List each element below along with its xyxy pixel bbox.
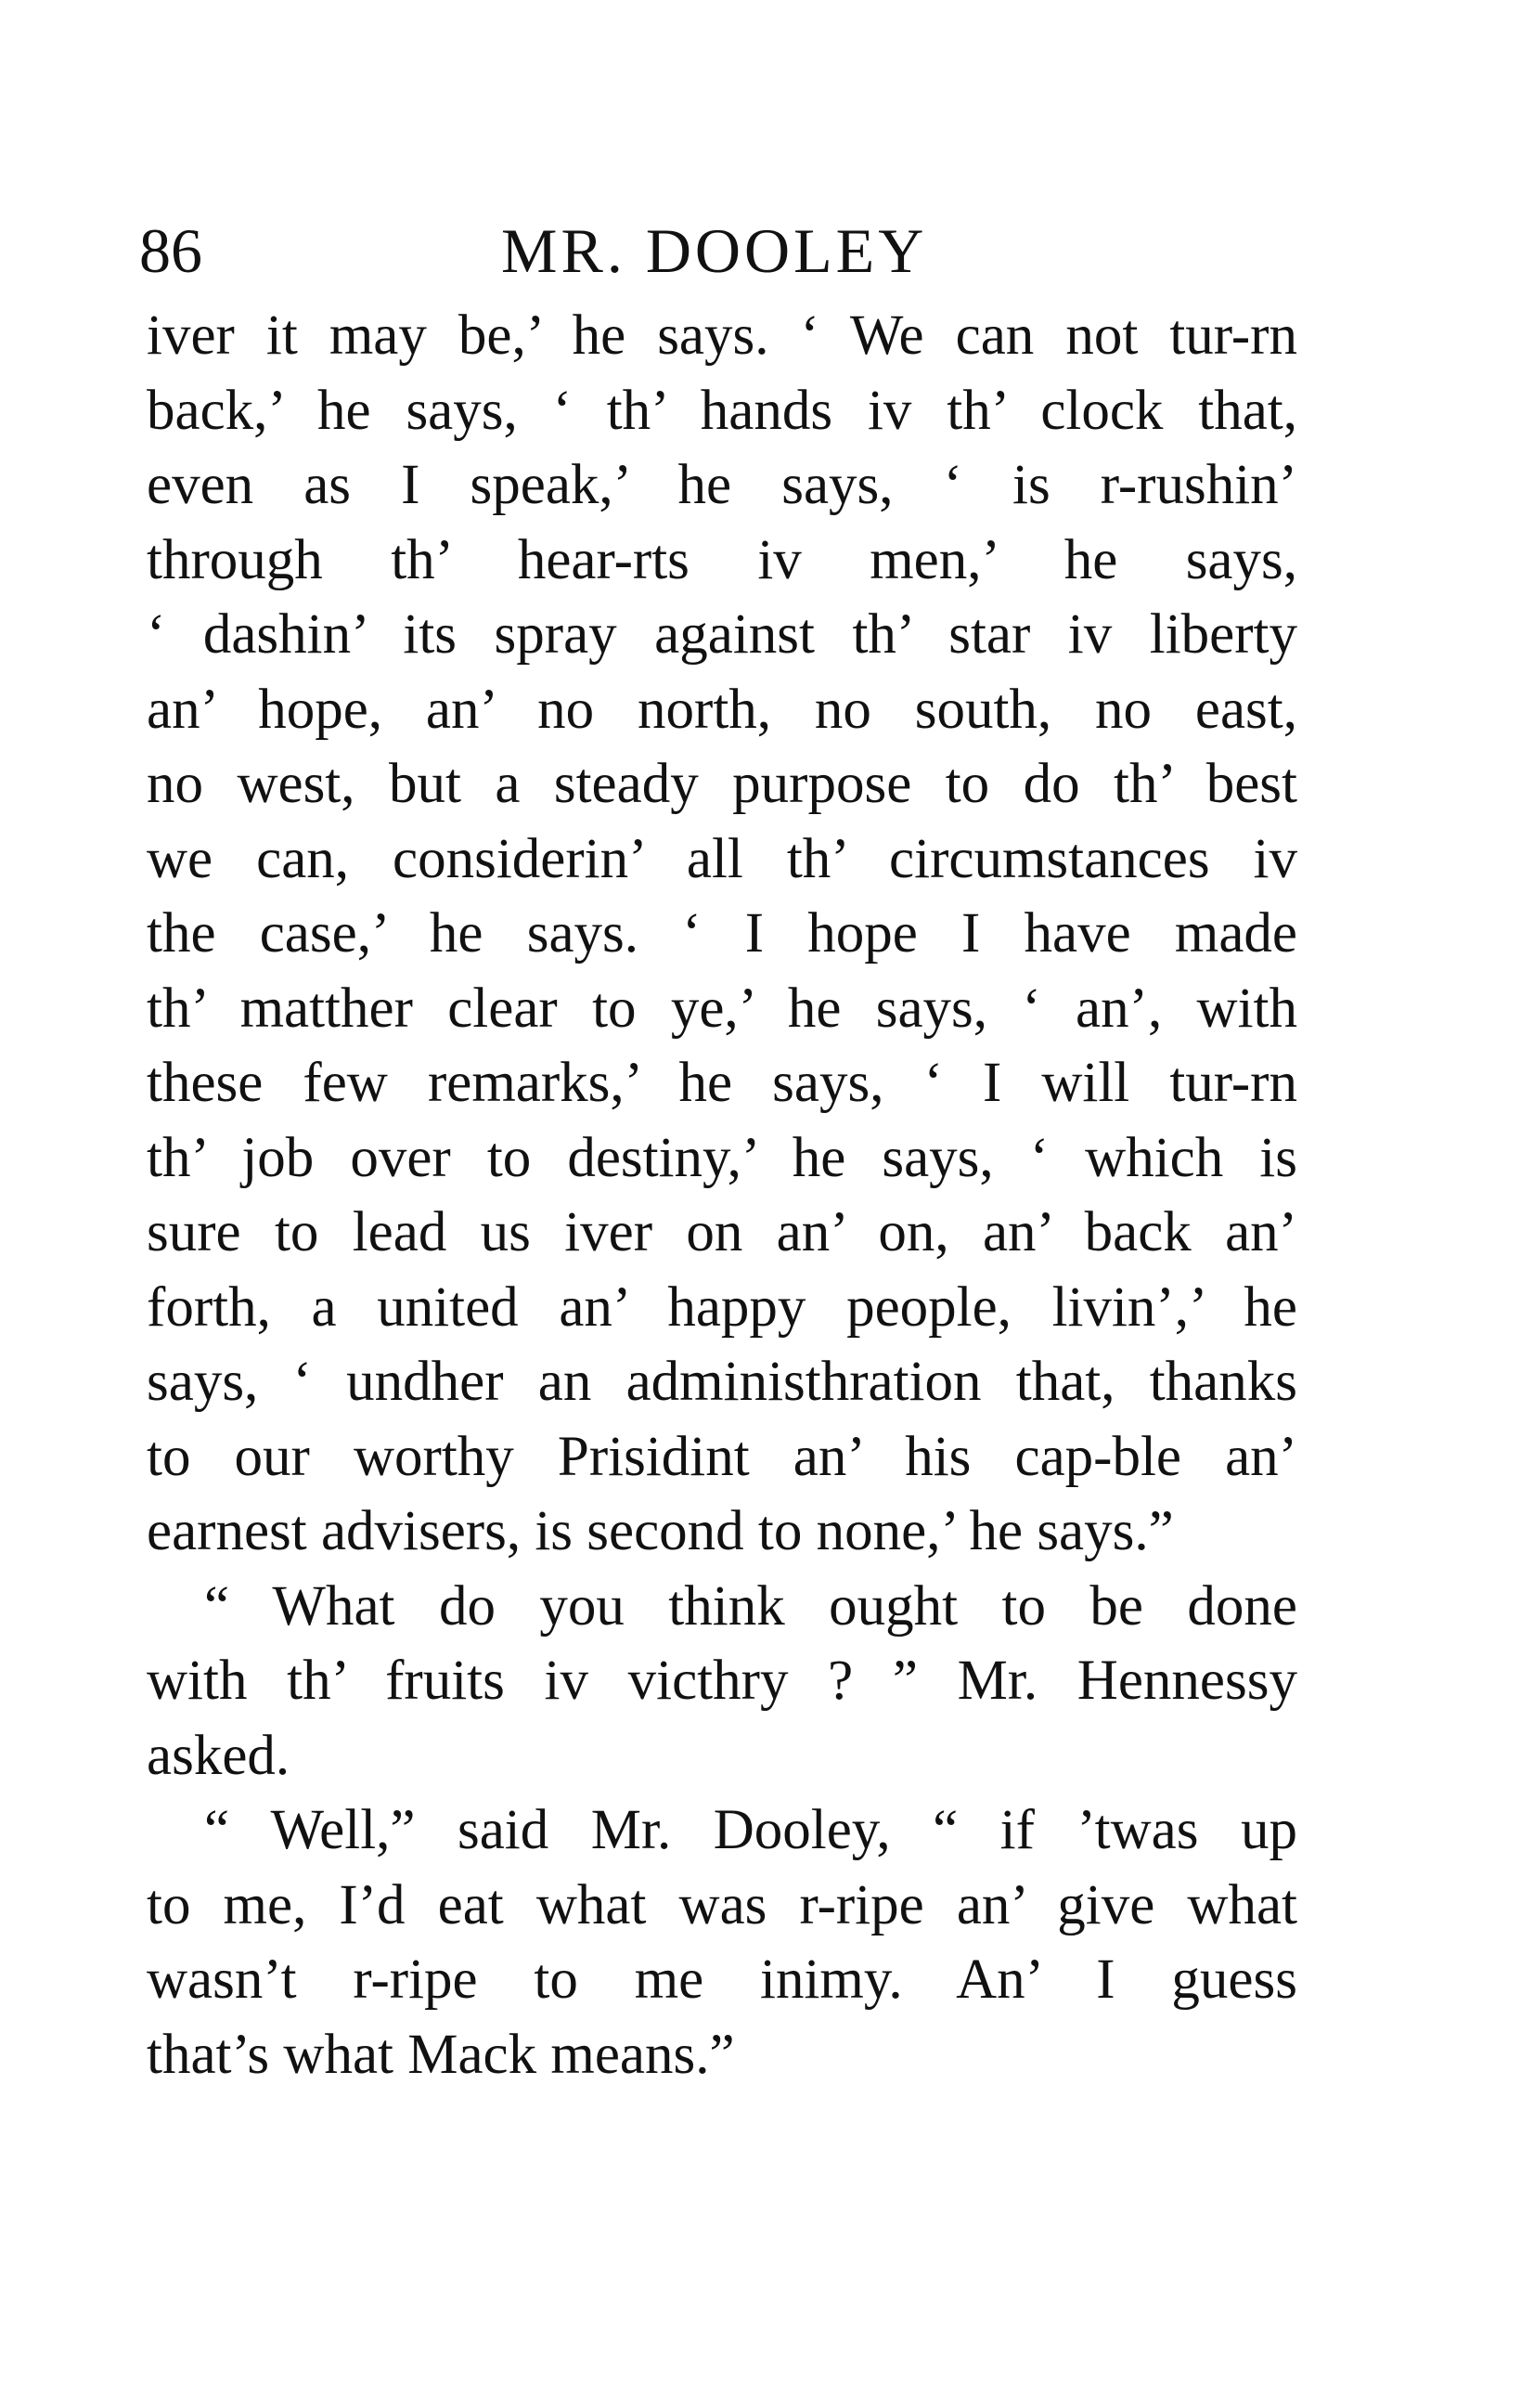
running-head [139, 209, 1304, 292]
text-line: “ What do you think ought to be done [204, 1574, 1297, 1638]
running-title: MR. DOOLEY [501, 215, 928, 286]
text-line: back,’ he says, ‘ th’ hands iv th’ clock that, [147, 379, 1297, 442]
text-line: to me, I’d eat what was r-ripe an’ give what [147, 1873, 1297, 1936]
text-line: asked. [147, 1724, 290, 1787]
text-line: to our worthy Prisidint an’ his cap-ble an’ [147, 1425, 1297, 1488]
text-line: no west, but a steady purpose to do th’ best [147, 753, 1297, 815]
text-line: even as I speak,’ he says, ‘ is r-rushin’ [147, 454, 1297, 516]
text-line: with th’ fruits iv victhry ? ” Mr. Hennessy [147, 1650, 1297, 1712]
text-line: an’ hope, an’ no north, no south, no east, [147, 678, 1297, 741]
text-line: earnest advisers, is second to none,’ he says.” [147, 1500, 1174, 1562]
text-line: ‘ dashin’ its spray against th’ star iv liberty [147, 603, 1297, 666]
text-line: forth, a united an’ happy people, livin’,’ he [147, 1275, 1297, 1339]
text-line: through th’ hear-rts iv men,’ he says, [147, 528, 1297, 591]
text-line: the case,’ he says. ‘ I hope I have made [147, 902, 1297, 964]
text-line: iver it may be,’ he says. ‘ We can not tur-rn [147, 304, 1297, 367]
page-number: 86 [139, 215, 202, 286]
text-line: that’s what Mack means.” [147, 2023, 735, 2086]
text-line: these few remarks,’ he says, ‘ I will tur-rn [147, 1052, 1297, 1114]
text-line: th’ job over to destiny,’ he says, ‘ which is [147, 1126, 1297, 1189]
text-line: sure to lead us iver on an’ on, an’ back an’ [147, 1201, 1297, 1263]
text-line: wasn’t r-ripe to me inimy. An’ I guess [147, 1948, 1297, 2011]
text-line: th’ matther clear to ye,’ he says, ‘ an’, with [147, 977, 1297, 1040]
text-line: says, ‘ undher an administhration that, thanks [147, 1351, 1297, 1413]
body-text [147, 299, 1297, 2092]
text-line: we can, considerin’ all th’ circumstances iv [147, 827, 1297, 890]
text-line: “ Well,” said Mr. Dooley, “ if ’twas up [204, 1799, 1297, 1861]
